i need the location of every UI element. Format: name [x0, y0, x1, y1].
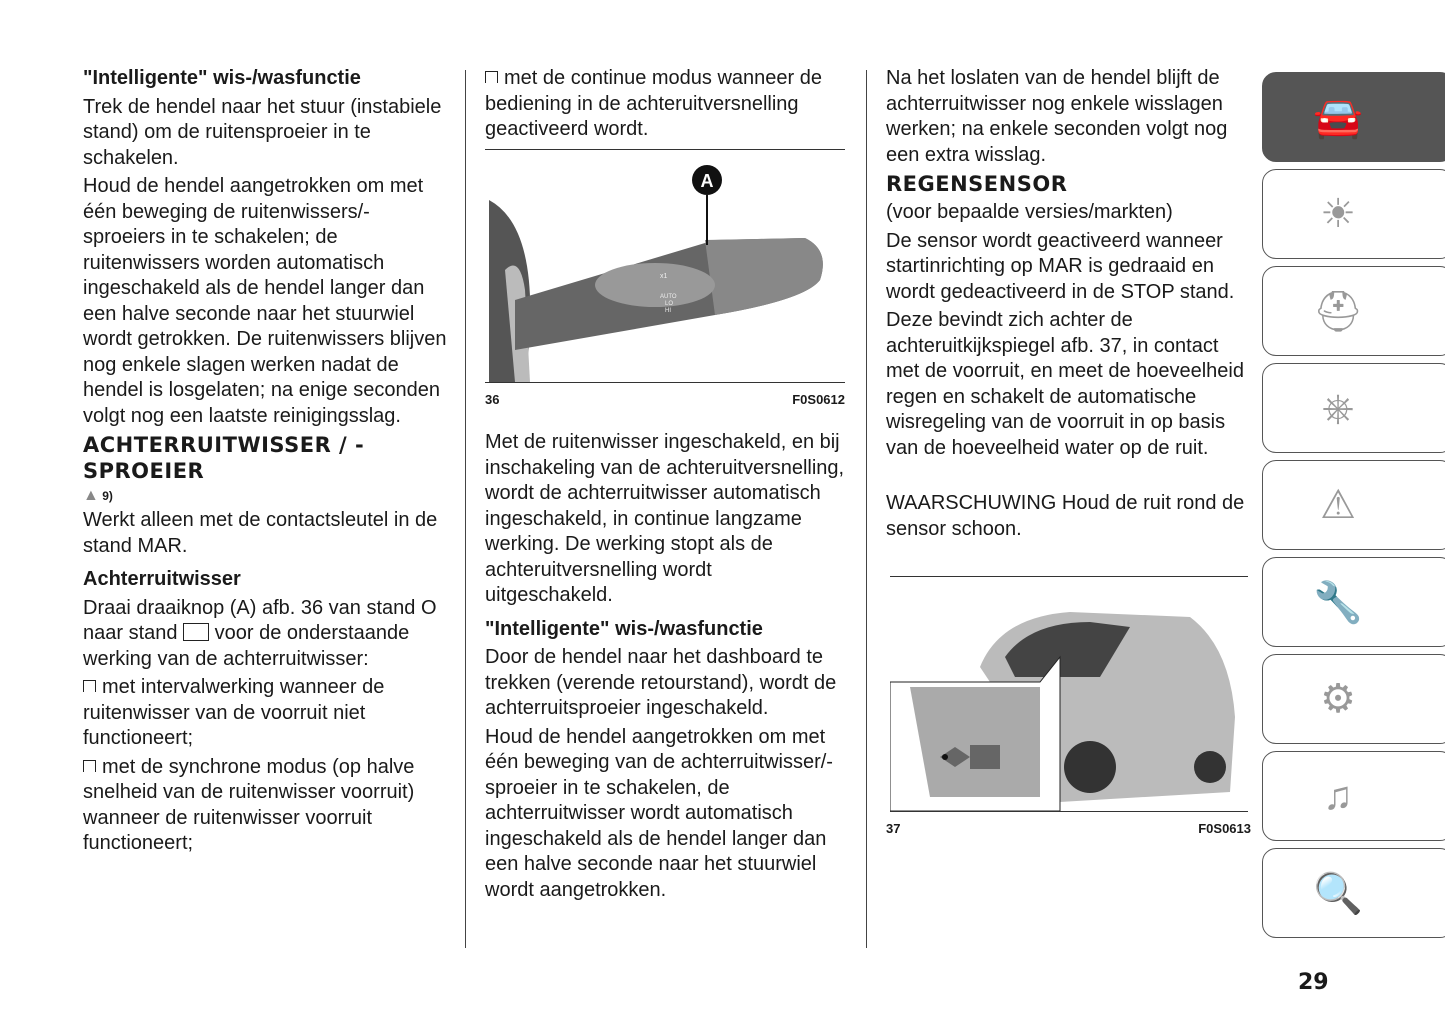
specifications-gear-icon: ⚙	[1320, 677, 1356, 721]
rear-wiper-icon	[183, 623, 209, 641]
paragraph: Trek de hendel naar het stuur (instabiele stand) om de ruitensproeier in te schakelen.	[83, 95, 442, 169]
paragraph: De sensor wordt geactiveerd wanneer startinrichting op MAR is gedraaid en wordt gedeactiveerd in de STOP stand.	[886, 229, 1235, 303]
warning-ref: ▲ 9)	[83, 487, 113, 504]
chapter-tab[interactable]	[1262, 751, 1445, 841]
lever-label: AUTO	[660, 293, 677, 300]
breakdown-warning-icon: ⚠	[1320, 483, 1356, 527]
warning-icon: ▲	[83, 487, 99, 504]
section-heading: REGENSENSOR	[886, 172, 1068, 196]
paragraph: Met de ruitenwisser ingeschakeld, en bij inschakeling van de achteruitversnelling, wordt de achterruitwisser automatisch ingeschakeld, in continue langzame werking. De werking stopt als de achteruitversnelling wordt uitgeschakeld.	[485, 431, 845, 606]
airbag-seatbelt-icon: ⛑	[1312, 289, 1364, 334]
lever-label: x1	[660, 272, 668, 280]
heading: "Intelligente" wis-/wasfunctie	[83, 67, 361, 89]
paragraph: Draai draaiknop (A) afb. 36 van stand O naar stand voor de onderstaande werking van de achterruitwisser:	[83, 596, 437, 670]
index-search-icon: 🔍	[1313, 871, 1363, 916]
chapter-tab[interactable]	[1262, 169, 1445, 259]
bullet: met de synchrone modus (op halve snelheid van de ruitenwisser voorruit) wanneer de ruitenwisser voorruit functioneert;	[83, 755, 415, 854]
column-1	[83, 66, 447, 860]
figure-36-wiper-lever	[485, 149, 845, 383]
lever-label: HI	[665, 307, 671, 314]
page-number: 29	[1298, 970, 1329, 995]
figure-code: F0S0612	[792, 391, 845, 407]
chapter-tab[interactable]	[1262, 266, 1445, 356]
chapter-tab[interactable]	[1262, 363, 1445, 453]
car-service-icon: 🔧	[1313, 580, 1363, 625]
subheading: Achterruitwisser	[83, 568, 241, 590]
column-divider	[866, 70, 867, 948]
column-divider	[465, 70, 466, 948]
figure-number: 37	[886, 821, 901, 836]
column-3	[886, 66, 1251, 842]
figure-code: F0S0613	[1198, 821, 1251, 836]
paragraph: Door de hendel naar het dashboard te trekken (verende retourstand), wordt de achterruitsproeier ingeschakeld.	[485, 646, 837, 719]
lever-label: LO	[665, 300, 674, 307]
multimedia-icon: ♫	[1323, 773, 1353, 818]
chapter-tab[interactable]	[1262, 654, 1445, 744]
lights-message-icon: ☀	[1320, 192, 1356, 236]
paragraph: (voor bepaalde versies/markten)	[886, 201, 1173, 223]
car-info-icon: 🚘	[1313, 95, 1363, 140]
key-steering-wheel-icon: ⎈	[1322, 385, 1354, 430]
chapter-tab[interactable]	[1262, 72, 1445, 162]
callout-a: A	[700, 170, 714, 191]
paragraph: Na het loslaten van de hendel blijft de achterruitwisser nog enkele wisslagen werken; na enkele seconden volgt nog een extra wisslag.	[886, 67, 1228, 166]
bullet: met intervalwerking wanneer de ruitenwisser van de voorruit niet functioneert;	[83, 676, 385, 749]
figure-37-rain-sensor	[890, 576, 1248, 812]
chapter-tab[interactable]	[1262, 557, 1445, 647]
figure-number: 36	[485, 391, 500, 407]
subheading: "Intelligente" wis-/wasfunctie	[485, 617, 763, 640]
paragraph: Houd de hendel aangetrokken om met één beweging de ruitenwissers/-sproeiers in te schakelen; de ruitenwissers worden automatisch ingeschakeld als de hendel langer dan een halve seconde naar het stuurwiel wordt getrokken. De ruitenwissers blijven nog enkele slagen werken nadat de hendel is losgelaten; na enige seconden volgt nog een laatste reinigingsslag.	[83, 175, 447, 427]
column-2	[485, 66, 845, 906]
chapter-tab[interactable]	[1262, 460, 1445, 550]
chapter-tab[interactable]	[1262, 848, 1445, 938]
paragraph: Werkt alleen met de contactsleutel in de stand MAR.	[83, 509, 438, 557]
bullet: met de continue modus wanneer de bediening in de achteruitversnelling geactiveerd wordt.	[485, 67, 822, 140]
paragraph: Deze bevindt zich achter de achteruitkijkspiegel afb. 37, in contact met de voorruit, en meet de hoeveelheid regen en schakelt de automatische wisregeling van de voorruit in op basis van de hoeveelheid water op de ruit.	[886, 309, 1244, 459]
section-heading: ACHTERRUITWISSER / - SPROEIER	[83, 433, 365, 483]
warning-text: WAARSCHUWING Houd de ruit rond de sensor schoon.	[886, 492, 1245, 540]
paragraph: Houd de hendel aangetrokken om met één beweging van de achterruitwisser/-sproeier in te schakelen, de achterruitwisser wordt automatisch ingeschakeld als de hendel langer dan een halve seconde naar het stuurwiel wordt aangetrokken.	[485, 725, 833, 901]
